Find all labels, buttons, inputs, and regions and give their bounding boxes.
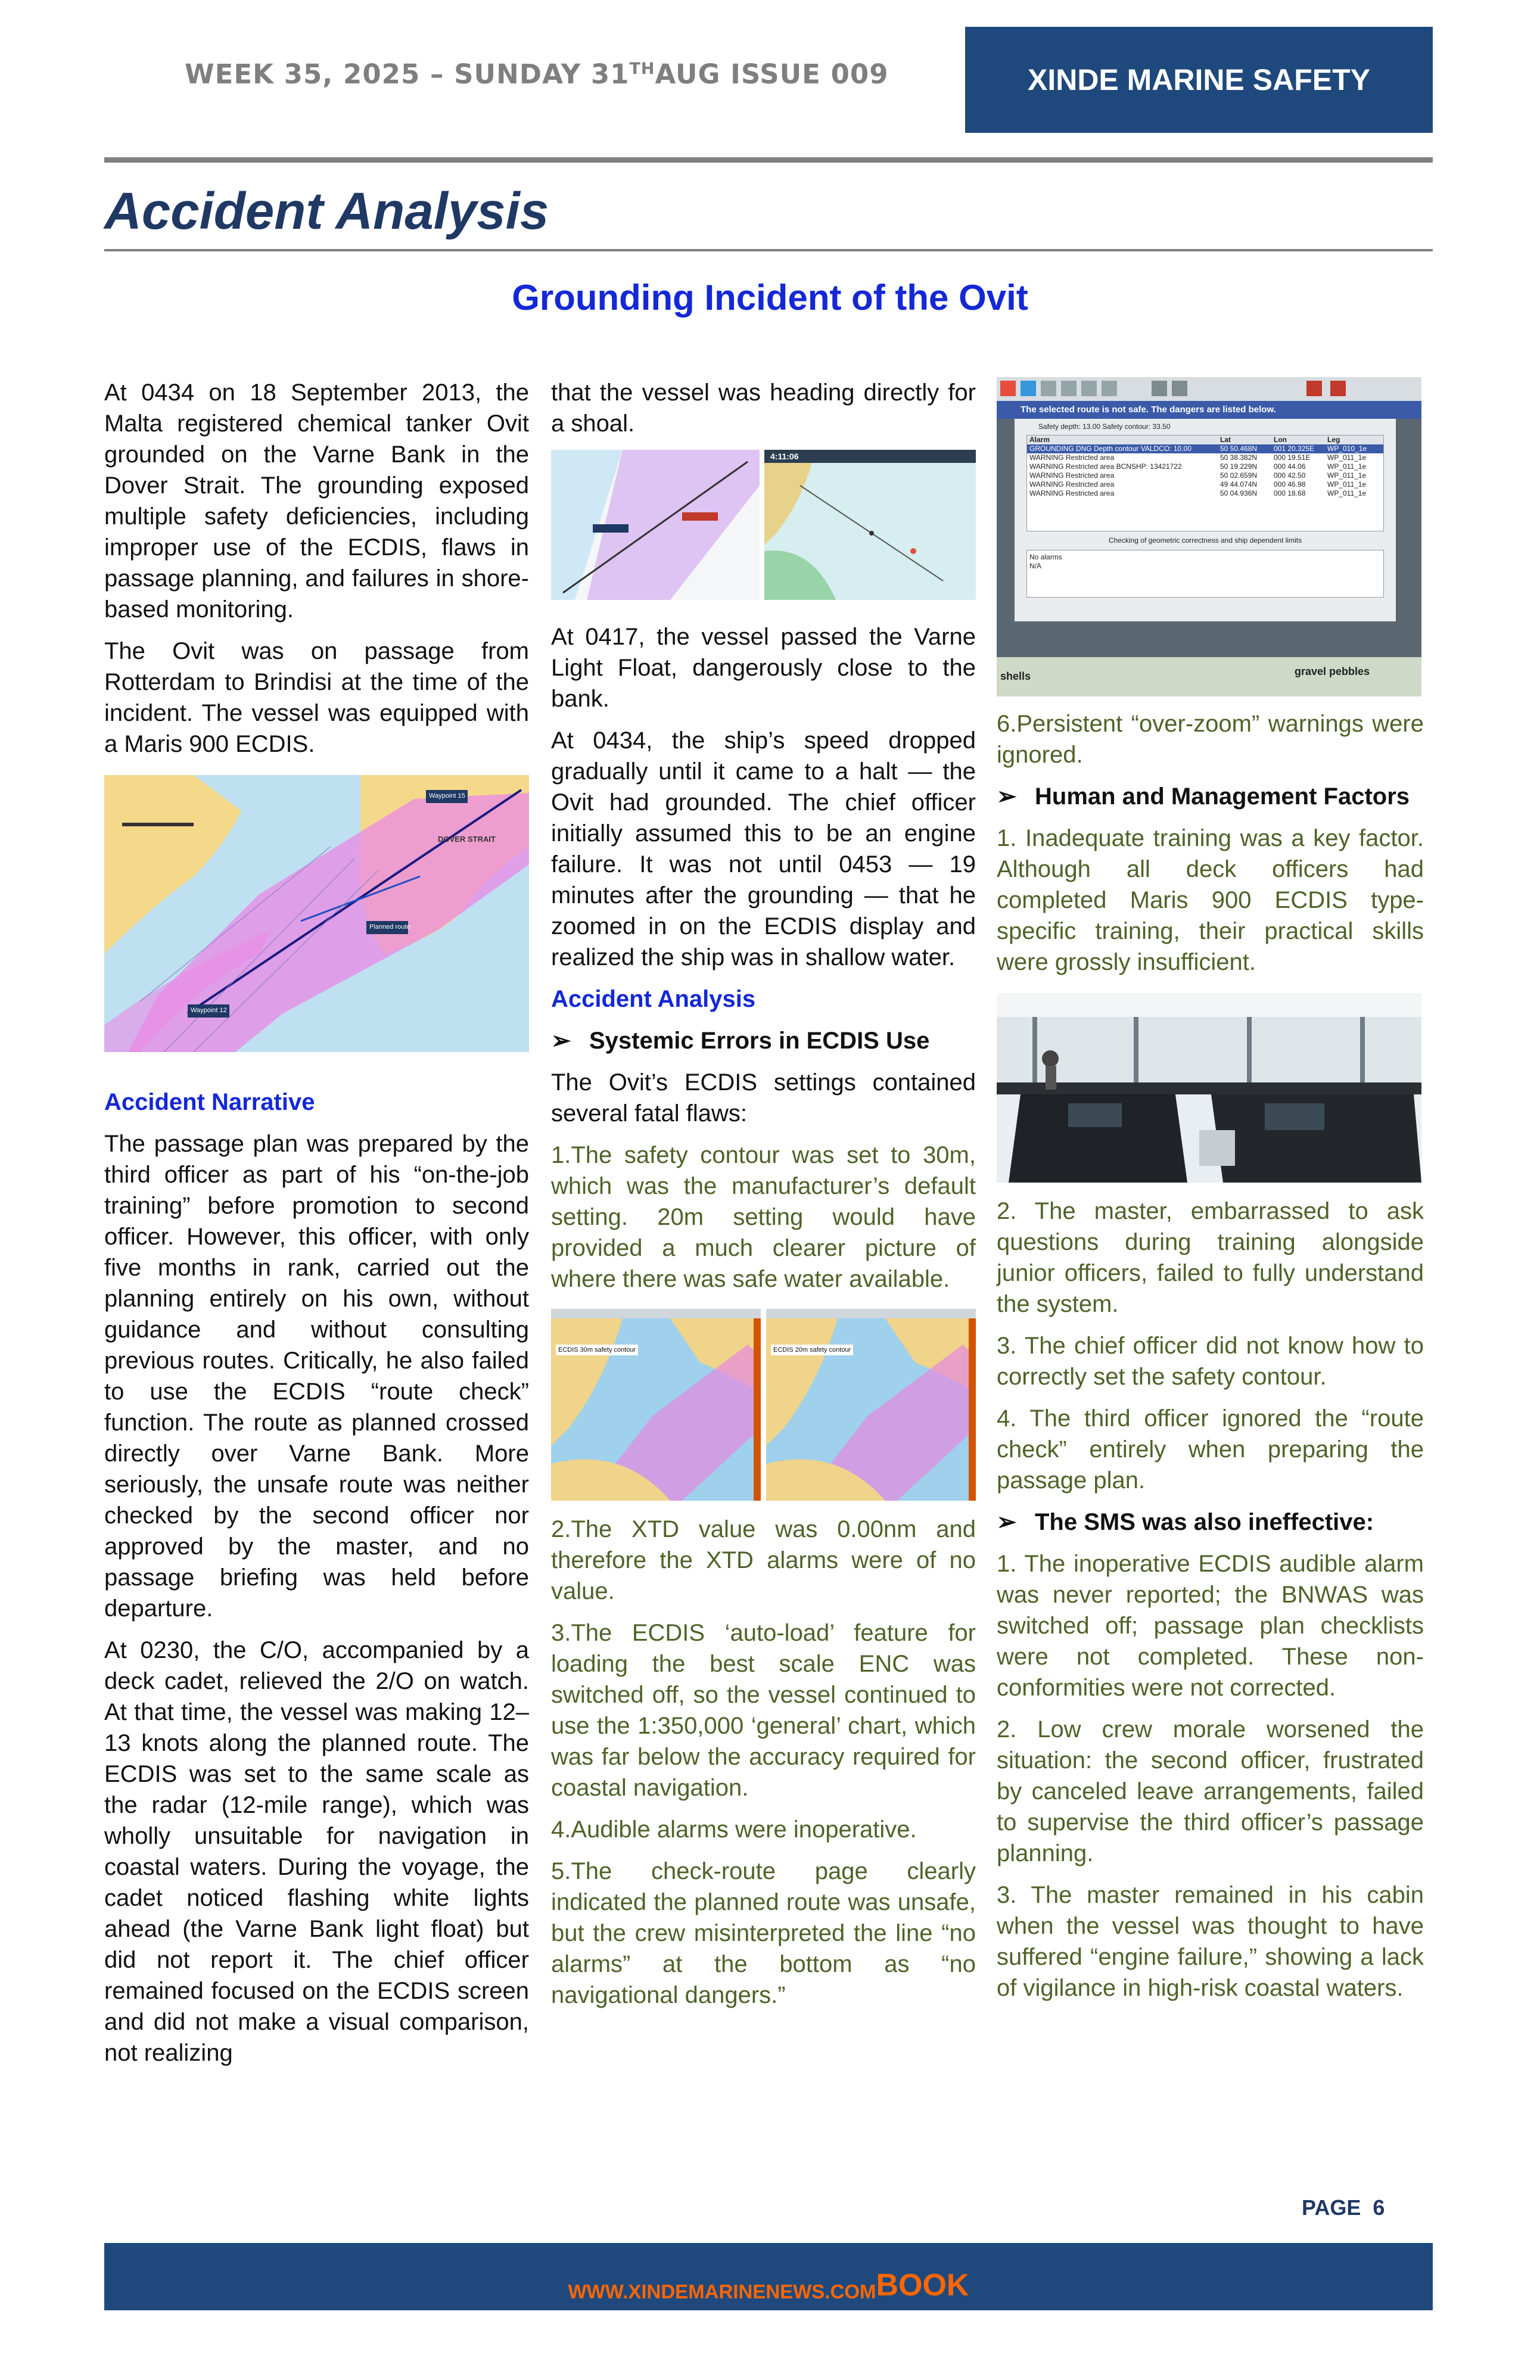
map-label-waypoint-15: Waypoint 15 bbox=[429, 792, 465, 799]
shoal-paragraph: that the vessel was heading directly for a shoal. bbox=[551, 379, 976, 437]
warning-dialog bbox=[1015, 419, 1396, 621]
analysis-heading: Accident Analysis bbox=[551, 986, 756, 1012]
ecdis-toolbar bbox=[997, 377, 1421, 401]
flaw-3: 3.The ECDIS ‘auto-load’ feature for loading the best scale ENC was switched off, so the vessel continued to use the 1:350,000 ‘general’ chart, which was far below the accuracy required for coastal navigation. bbox=[551, 1620, 976, 1801]
issue-sup: TH bbox=[629, 60, 655, 78]
narrative-paragraph: The passage plan was prepared by the third officer as part of his “on-the-job training” before promotion to second officer. However, this officer, with only five months in rank, carried out the planning entirely on his own, without guidance and without consulting previous routes. Critically, he also failed to use the ECDIS “route check” function. The route as planned crossed directly over Varne Bank. More seriously, the unsafe route was neither checked by the second officer nor approved by the master, and no passage briefing was held before departure. bbox=[104, 1131, 529, 1622]
human-factor-4: 4. The third officer ignored the “route check” entirely when preparing the passage plan. bbox=[997, 1405, 1424, 1494]
issue-suffix: AUG ISSUE 009 bbox=[655, 58, 889, 90]
table-row: WARNING Restricted area BCNSHP: 13421722 50 19.229N 000 44.06 WP_011_1e bbox=[1029, 462, 1367, 471]
chart-map-image bbox=[104, 775, 529, 1052]
flaw-4: 4.Audible alarms were inoperative. bbox=[551, 1816, 917, 1843]
contour-30m-panel bbox=[551, 1309, 761, 1501]
ecdis-screen-right bbox=[764, 450, 976, 600]
ecdis-screen-left bbox=[551, 450, 760, 600]
col-leg: Leg bbox=[1327, 435, 1340, 444]
flaw-6: 6.Persistent “over-zoom” warnings were ignored. bbox=[997, 711, 1424, 768]
table-row: WARNING Restricted area 50 04.936N 000 18.68 WP_011_1e bbox=[1029, 489, 1367, 497]
section-divider bbox=[104, 249, 1433, 251]
arrow-bullet-icon: ➢ bbox=[551, 1028, 571, 1054]
page-number bbox=[1302, 2195, 1385, 2220]
warning-table-header bbox=[1027, 435, 1383, 444]
col-lat: Lat bbox=[1220, 435, 1231, 444]
sms-point-1: 1. The inoperative ECDIS audible alarm was never reported; the BNWAS was switched off; passage plan checklists were not completed. These non-conformities were not corrected. bbox=[997, 1551, 1424, 1701]
narrative-heading: Accident Narrative bbox=[104, 1089, 315, 1115]
bullet-sms bbox=[997, 1507, 1424, 1538]
route-warning-screenshot bbox=[997, 377, 1421, 696]
col-lon: Lon bbox=[1274, 435, 1287, 444]
safety-contour-comparison-image bbox=[551, 1309, 976, 1501]
brand-banner: XINDE MARINE SAFETY bbox=[965, 27, 1433, 133]
human-factor-1: 1. Inadequate training was a key factor. Although all deck officers had completed Maris 900 ECDIS type-specific training, their practical skills were grossly insufficient. bbox=[997, 825, 1424, 975]
column-1 bbox=[104, 377, 529, 2079]
map-label-strait: DOVER STRAIT bbox=[438, 835, 496, 844]
bullet-human-factors-text: Human and Management Factors bbox=[1035, 783, 1410, 810]
arrow-bullet-icon: ➢ bbox=[997, 1509, 1017, 1535]
flaw-5: 5.The check-route page clearly indicated the planned route was unsafe, but the crew misinterpreted the line “no alarms” at the bottom as “no navigational dangers.” bbox=[551, 1858, 976, 2008]
warning-table bbox=[1026, 435, 1384, 531]
footer-url-link[interactable]: WWW.XINDEMARINENEWS.COM bbox=[568, 2281, 876, 2303]
flaw-1: 1.The safety contour was set to 30m, which was the manufacturer’s default setting. 20m setting would have provided a much clearer picture of where there was safe water available. bbox=[551, 1142, 976, 1292]
human-factor-2: 2. The master, embarrassed to ask questions during training alongside junior officers, failed to fully understand the system. bbox=[997, 1198, 1424, 1317]
issue-prefix: WEEK 35, 2025 – SUNDAY 31 bbox=[185, 58, 630, 90]
contour-20m-label: ECDIS 20m safety contour bbox=[771, 1345, 853, 1355]
map-label-waypoint-12: Waypoint 12 bbox=[191, 1007, 227, 1014]
bullet-ecdis-errors-text: Systemic Errors in ECDIS Use bbox=[589, 1028, 930, 1054]
contour-20m-panel bbox=[766, 1309, 976, 1501]
chart-label-gravel: gravel pebbles bbox=[1295, 665, 1370, 677]
map-label-route: Planned route bbox=[369, 923, 410, 931]
no-alarms-box bbox=[1026, 550, 1384, 598]
page-value: 6 bbox=[1373, 2195, 1385, 2220]
col-alarm: Alarm bbox=[1029, 435, 1050, 444]
column-3 bbox=[997, 377, 1424, 2014]
column-2 bbox=[551, 377, 976, 2021]
contour-30m-label: ECDIS 30m safety contour bbox=[556, 1345, 638, 1355]
grounding-paragraph: At 0434, the ship’s speed dropped gradually until it came to a halt — the Ovit had grounded. The chief officer initially assumed this to be an engine failure. It was not until 0453 — 19 minutes after the grounding — that he zoomed in on the ECDIS display and realized the ship was in shallow water. bbox=[551, 727, 976, 970]
issue-line bbox=[185, 58, 889, 90]
intro-paragraph: At 0434 on 18 September 2013, the Malta registered chemical tanker Ovit grounded on the Varne Bank in the Dover Strait. The grounding exposed multiple safety deficiencies, including improper use of the ECDIS, flaws in passage planning, and failures in shore-based monitoring. bbox=[104, 379, 529, 623]
sms-point-3: 3. The master remained in his cabin when the vessel was thought to have suffered “engine failure,” showing a lack of vigilance in high-risk coastal waters. bbox=[997, 1882, 1424, 2001]
table-row: GROUNDING DNG Depth contour VALDCO: 10.00 50 50.468N 001 20.325E WP_010_1e bbox=[1027, 444, 1383, 453]
warning-title: The selected route is not safe. The dangers are listed below. bbox=[997, 401, 1421, 419]
section-title: Accident Analysis bbox=[104, 182, 549, 240]
header-divider bbox=[104, 157, 1433, 163]
chart-strip bbox=[997, 657, 1421, 696]
footer-book-label: BOOK bbox=[876, 2268, 969, 2303]
settings-paragraph: The Ovit’s ECDIS settings contained several fatal flaws: bbox=[551, 1069, 976, 1127]
table-row: WARNING Restricted area 50 02.659N 000 42.50 WP_011_1e bbox=[1029, 471, 1367, 480]
bullet-human-factors bbox=[997, 781, 1424, 812]
page-label: PAGE bbox=[1302, 2195, 1361, 2220]
warning-subtitle: Safety depth: 13.00 Safety contour: 33.50 bbox=[1038, 422, 1171, 431]
human-factor-3: 3. The chief officer did not know how to correctly set the safety contour. bbox=[997, 1333, 1424, 1390]
footer-bar bbox=[104, 2243, 1433, 2310]
vessel-paragraph: The Ovit was on passage from Rotterdam to Brindisi at the time of the incident. The vessel was equipped with a Maris 900 ECDIS. bbox=[104, 638, 529, 757]
arrow-bullet-icon: ➢ bbox=[997, 783, 1017, 810]
watch-paragraph: At 0230, the C/O, accompanied by a deck cadet, relieved the 2/O on watch. At that time, the vessel was making 12–13 knots along the planned route. The ECDIS was set to the same scale as the radar (12-mile range), which was wholly unsuitable for navigation in coastal waters. During the voyage, the cadet noticed flashing white lights ahead (the Varne Bank light float) but did not report it. The chief officer remained focused on the ECDIS screen and did not make a visual comparison, not realizing bbox=[104, 1637, 529, 2066]
ecdis-time: 4:11:06 bbox=[770, 452, 799, 461]
bullet-ecdis-errors bbox=[551, 1025, 976, 1056]
ecdis-screens-image bbox=[551, 450, 976, 600]
bridge-photo bbox=[997, 993, 1421, 1183]
article-headline: Grounding Incident of the Ovit bbox=[512, 278, 1028, 318]
light-float-paragraph: At 0417, the vessel passed the Varne Light Float, dangerously close to the bank. bbox=[551, 624, 976, 712]
no-alarms-text: No alarms bbox=[1029, 553, 1062, 561]
bullet-sms-text: The SMS was also ineffective: bbox=[1035, 1509, 1374, 1535]
sms-point-2: 2. Low crew morale worsened the situation: the second officer, frustrated by canceled leave arrangements, failed to supervise the third officer’s passage planning. bbox=[997, 1716, 1424, 1866]
flaw-2: 2.The XTD value was 0.00nm and therefore the XTD alarms were of no value. bbox=[551, 1516, 976, 1604]
check-label: Checking of geometric correctness and ship dependent limits bbox=[1108, 536, 1302, 545]
table-row: WARNING Restricted area 50 38.382N 000 19.51E WP_011_1e bbox=[1029, 453, 1367, 462]
table-row: WARNING Restricted area 49 44.074N 000 46.98 WP_011_1e bbox=[1029, 480, 1367, 489]
chart-label-shells: shells bbox=[1000, 670, 1031, 682]
na-text: N/A bbox=[1029, 562, 1042, 570]
